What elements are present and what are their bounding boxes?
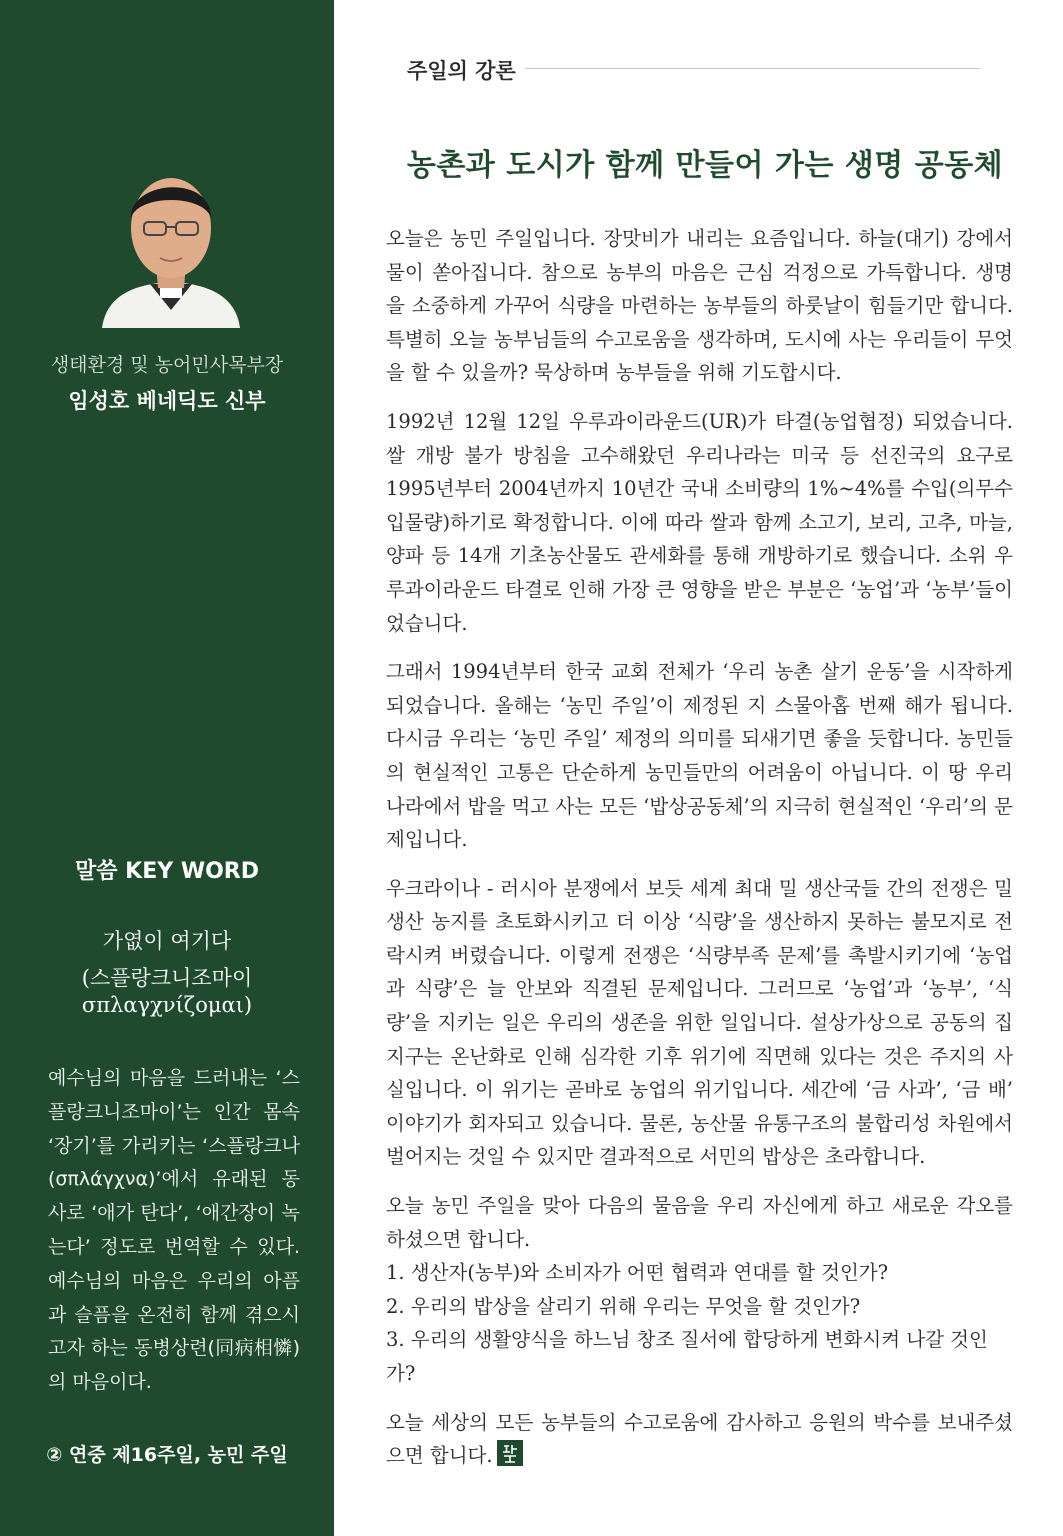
author-name: 임성호 베네딕도 신부 bbox=[68, 389, 266, 413]
closing-paragraph bbox=[386, 1406, 1013, 1473]
paragraph: 1992년 12월 12일 우루과이라운드(UR)가 타결(농업협정) 되었습니다. 쌀 개방 불가 방침을 고수해왔던 우리나라는 미국 등 선진국의 요구로 1995년부터 2004년까지 10년간 국내 소비량의 1%~4%를 수입(의무수입물량)하기로 확정합니다. 이에 따라 쌀과 함께 소고기, 보리, 고추, 마늘, 양파 등 14개 기초농산물도 관세화를 통해 개방하기로 했습니다. 소위 우루과이라운드 타결로 인해 가장 큰 영향을 받은 부분은 ‘농업’과 ‘농부’들이었습니다. bbox=[386, 409, 1013, 635]
seal-icon bbox=[497, 1440, 523, 1466]
author-role: 생태환경 및 농어민사목부장 bbox=[50, 354, 284, 376]
keyword-greek: σπλαγχνίζομαι) bbox=[81, 993, 253, 1017]
issue-label: ② 연중 제16주일, 농민 주일 bbox=[46, 1444, 288, 1466]
article-title: 농촌과 도시가 함께 만들어 가는 생명 공동체 bbox=[406, 148, 1004, 183]
sidebar bbox=[0, 0, 334, 1536]
paragraph: 오늘은 농민 주일입니다. 장맛비가 내리는 요즘입니다. 하늘(대기) 강에서 물이 쏟아집니다. 참으로 농부의 마음은 근심 걱정으로 가득합니다. 생명을 소중하게 가꾸어 식량을 마련하는 농부들의 하룻날이 힘들기만 합니다. 특별히 오늘 농부님들의 수고로움을 생각하며, 도시에 사는 우리들이 무엇을 할 수 있을까? 묵상하며 농부들을 위해 기도합시다. bbox=[386, 227, 1013, 385]
article-body bbox=[386, 222, 1013, 1488]
question-item: 1. 생산자(농부)와 소비자가 어떤 협력과 연대를 할 것인가? bbox=[386, 1261, 889, 1285]
keyword-heading: 말씀 KEY WORD bbox=[74, 859, 259, 884]
paragraph: 우크라이나 - 러시아 분쟁에서 보듯 세계 최대 밀 생산국들 간의 전쟁은 밀 생산 농지를 초토화시키고 더 이상 ‘식량’을 생산하지 못하는 불모지로 전락시켜 버렸습니다. 이렇게 전쟁은 ‘식량부족 문제’를 촉발시키기에 ‘농업과 식량’은 늘 안보와 직결된 문제입니다. 그러므로 ‘농업’과 ‘농부’, ‘식량’을 지키는 일은 우리의 생존을 위한 일입니다. 설상가상으로 공동의 집 지구는 온난화로 인해 심각한 기후 위기에 직면해 있다는 것은 주지의 사실입니다. 이 위기는 곧바로 농업의 위기입니다. 세간에 ‘금 사과’, ‘금 배’ 이야기가 회자되고 있습니다. 물론, 농산물 유통구조의 불합리성 차원에서 벌어지는 것일 수 있지만 결과적으로 서민의 밥상은 초라합니다. bbox=[386, 876, 1013, 1169]
header-divider bbox=[525, 68, 980, 69]
keyword-explanation: 예수님의 마음을 드러내는 ‘스플랑크니조마이’는 인간 몸속 ‘장기’를 가리키는 ‘스플랑크나(σπλάγχνα)’에서 유래된 동사로 ‘애가 탄다’, ‘애간장이 녹는다’ 정도로 번역할 수 있다. 예수님의 마음은 우리의 아픔과 슬픔을 온전히 함께 겪으시고자 하는 동병상련(同病相憐)의 마음이다. bbox=[48, 1067, 300, 1394]
paragraph: 그래서 1994년부터 한국 교회 전체가 ‘우리 농촌 살기 운동’을 시작하게 되었습니다. 올해는 ‘농민 주일’이 제정된 지 스물아홉 번째 해가 됩니다. 다시금 우리는 ‘농민 주일’ 제정의 의미를 되새기면 좋을 듯합니다. 농민들의 현실적인 고통은 단순하게 농민들만의 어려움이 아닙니다. 이 땅 우리나라에서 밥을 먹고 사는 모든 ‘밥상공동체’의 지극히 현실적인 ‘우리’의 문제입니다. bbox=[386, 660, 1013, 852]
question-item: 3. 우리의 생활양식을 하느님 창조 질서에 합당하게 변화시켜 나갈 것인가? bbox=[386, 1328, 988, 1385]
paragraph: 오늘 농민 주일을 맞아 다음의 물음을 우리 자신에게 하고 새로운 각오를 하셨으면 합니다. bbox=[386, 1194, 1013, 1251]
keyword-transliteration: (스플랑크니조마이 bbox=[81, 966, 253, 990]
section-label: 주일의 강론 bbox=[407, 59, 516, 83]
keyword-term: 가엾이 여기다 bbox=[102, 929, 232, 953]
closing-text: 오늘 세상의 모든 농부들의 수고로움에 감사하고 응원의 박수를 보내주셨으면 합니다. bbox=[386, 1410, 1013, 1468]
author-portrait bbox=[100, 160, 242, 328]
question-item: 2. 우리의 밥상을 살리기 위해 우리는 무엇을 할 것인가? bbox=[386, 1294, 861, 1318]
